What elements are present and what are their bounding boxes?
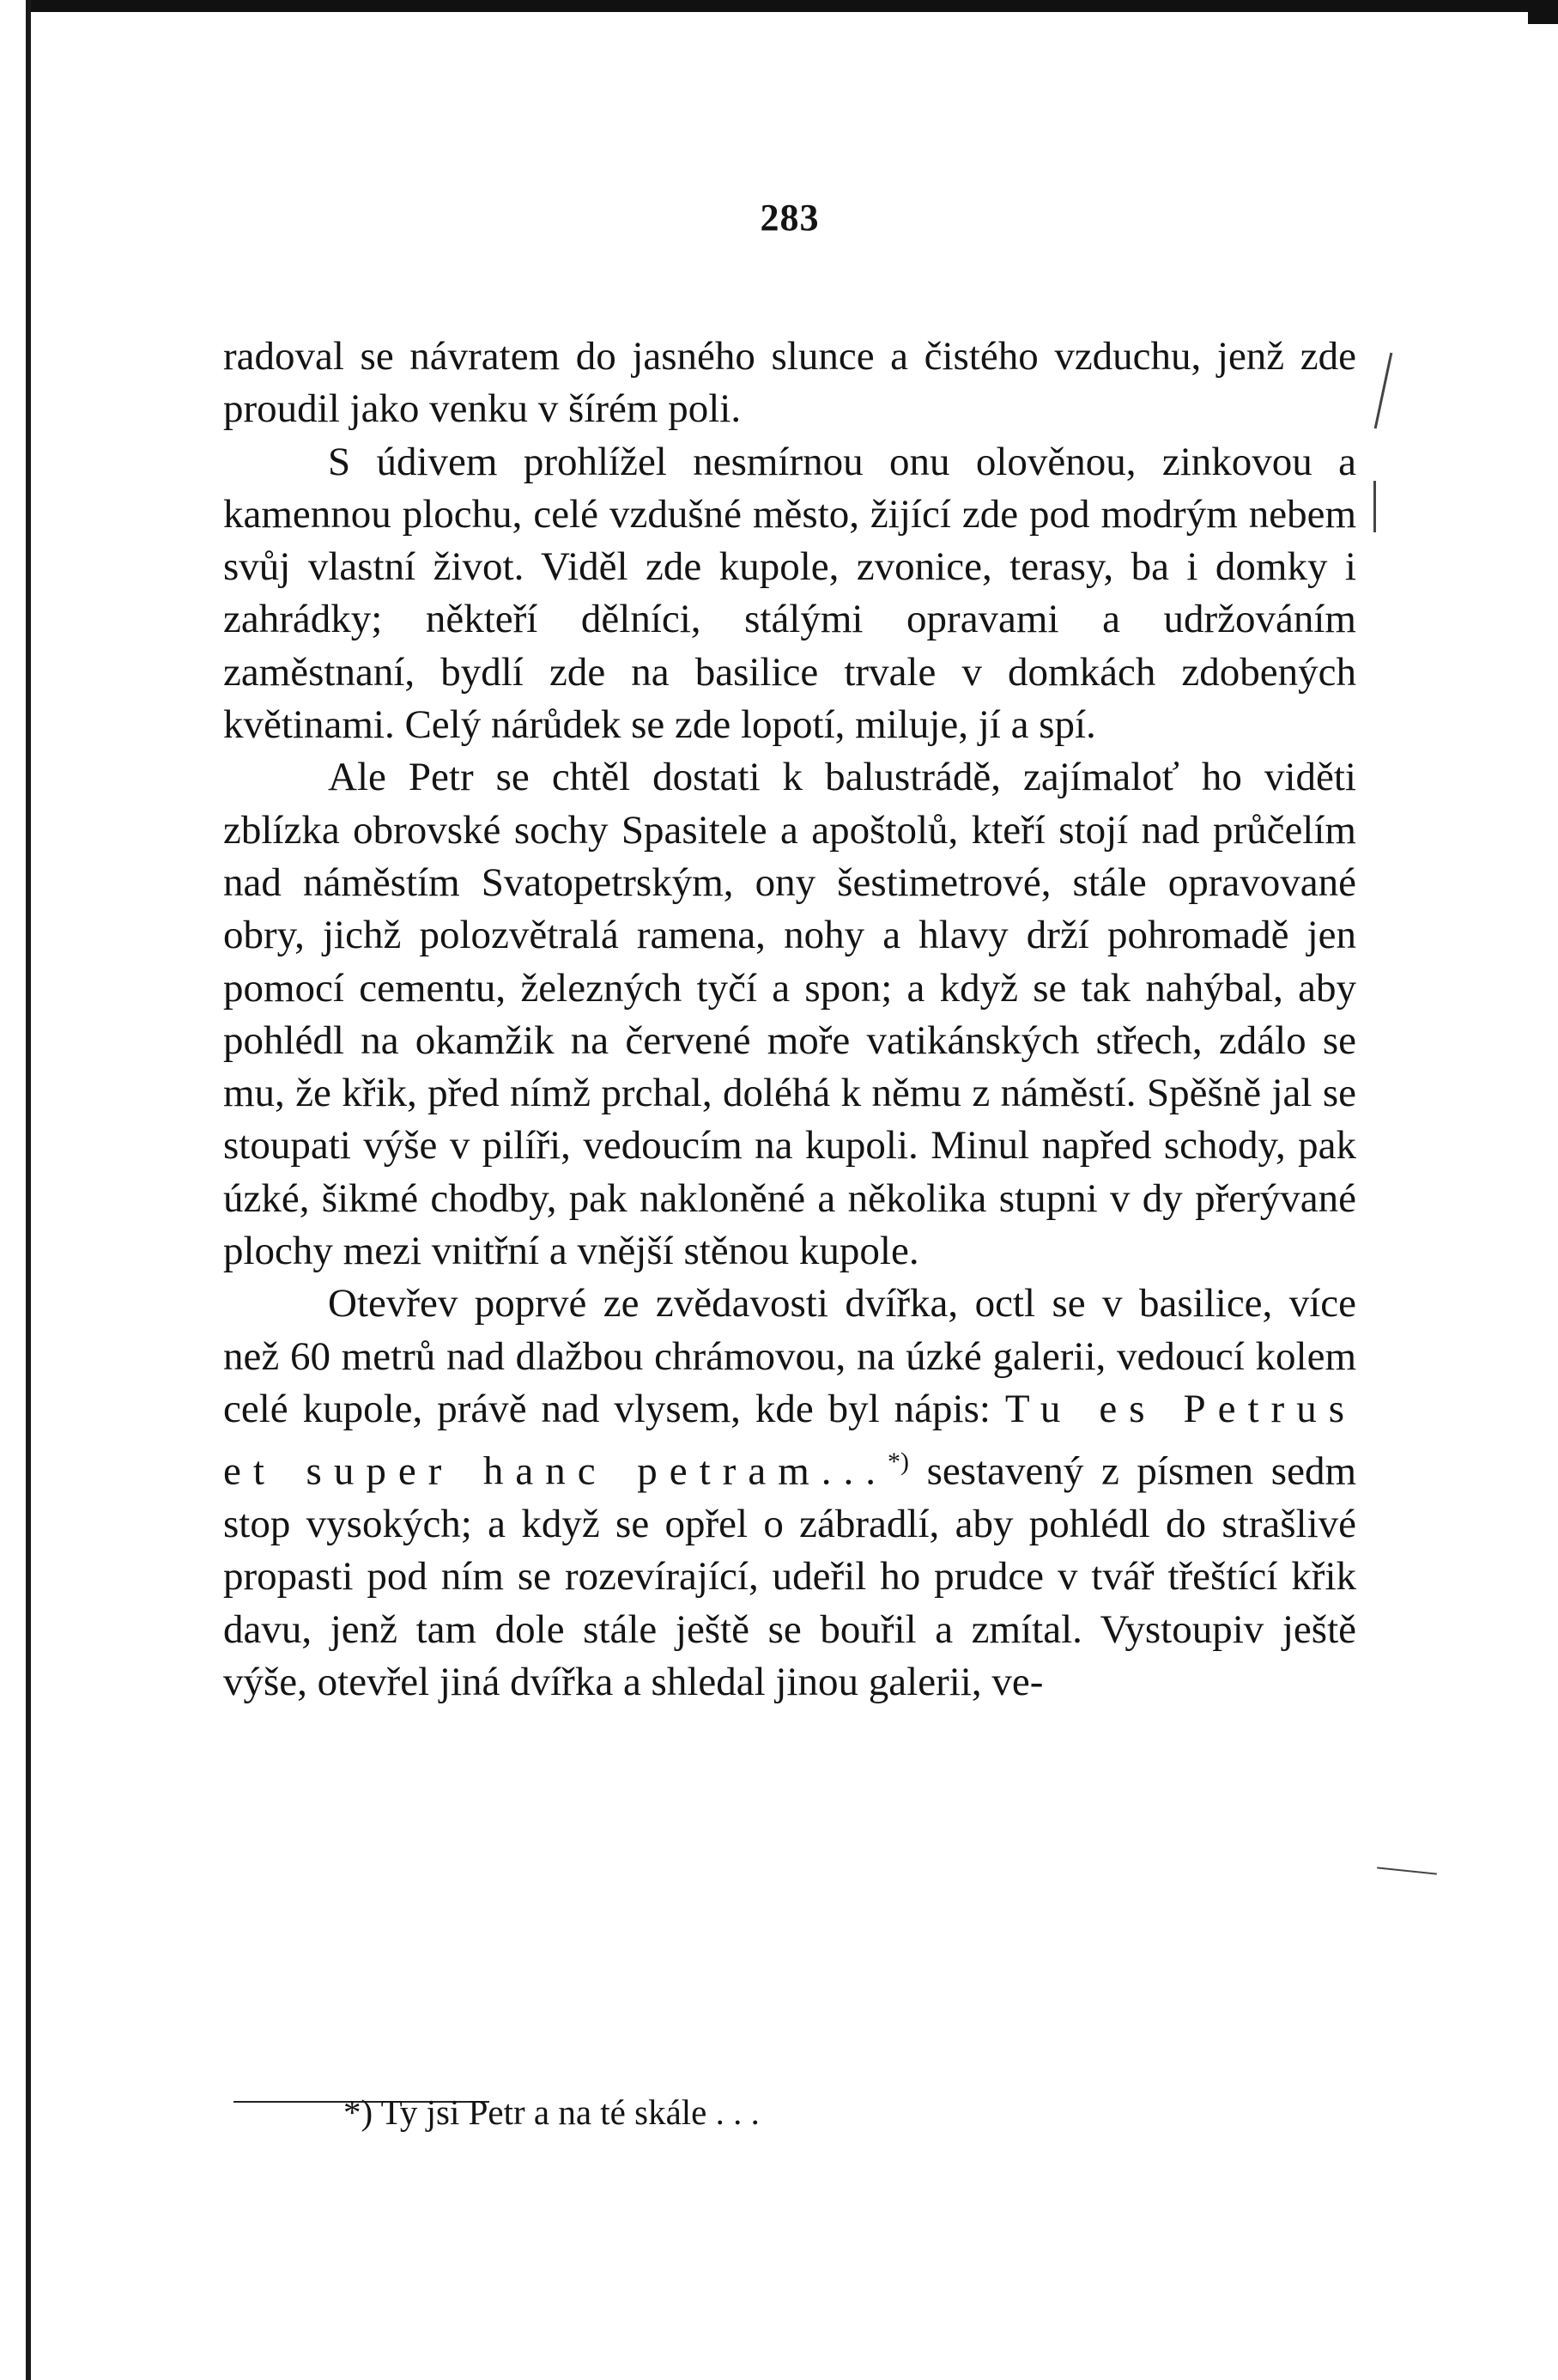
footnote: *) Ty jsi Petr a na té skále . . .	[343, 2092, 760, 2132]
scan-right-corner	[1528, 0, 1558, 24]
paragraph-1: radoval se návratem do jasného slunce a čistého vzduchu, jenž zde proudil jako venku v šírém poli.	[223, 334, 1356, 432]
paragraph-4-text-after: sestavený z písmen sedm stop vysokých; a když se opřel o zábradlí, aby pohlédl do strašlivé propasti pod ním se rozevírající, udeřil ho prudce v tvář třeštící křik davu, jenž tam dole stále ještě se bouřil a zmítal. Vystoupiv ještě výše, otevřel jiná dvířka a shledal jinou galerii, ve-	[223, 1448, 1357, 1705]
paragraph-2: S údivem prohlížel nesmírnou onu olověnou, zinkovou a kamennou plochu, celé vzdušné město, žijící zde pod modrým nebem svůj vlastní život. Viděl zde kupole, zvonice, terasy, ba i domky i zahrádky; někteří dělníci, stálými opravami a udržováním zaměstnaní, bydlí zde na basilice trvale v domkách zdobených květinami. Celý nárůdek se zde lopotí, miluje, jí a spí.	[223, 439, 1356, 748]
margin-pencil-mark	[1373, 481, 1376, 532]
body-text	[223, 331, 1356, 1709]
page-number: 283	[760, 197, 820, 239]
margin-pencil-mark	[1377, 1867, 1437, 1874]
scan-left-edge	[26, 0, 31, 2380]
footnote-marker: *)	[888, 1448, 910, 1477]
book-page	[223, 0, 1356, 2380]
paragraph-4-text-before: Otevřev poprvé ze zvědavosti dvířka, octl se v basilice, více než 60 metrů nad dlažbou chrámovou, na úzké galerii, vedoucí kolem celé kupole, právě nad vlysem, kde byl nápis:	[223, 1281, 1356, 1431]
margin-pencil-mark	[1374, 353, 1393, 429]
paragraph-3: Ale Petr se chtěl dostati k balustrádě, zajímaloť ho viděti zblízka obrovské sochy Spasitele a apoštolů, kteří stojí nad průčelím nad náměstím Svatopetrským, ony šestimetrové, stále opravované obry, jichž polozvětralá ramena, nohy a hlavy drží pohromadě jen pomocí cementu, železných tyčí a spon; a když se tak nahýbal, aby pohlédl na okamžik na červené moře vatikánských střech, zdálo se mu, že křik, před nímž prchal, doléhá k němu z náměstí. Spěšně jal se stoupati výše v pilíři, vedoucím na kupoli. Minul napřed schody, pak úzké, šikmé chodby, pak nakloněné a několika stupni v dy přerývané plochy mezi vnitřní a vnější stěnou kupole.	[223, 755, 1356, 1274]
latin-inscription: Tu es Petrus et super hanc petram...	[223, 1386, 1356, 1494]
paragraph-4	[223, 1278, 1356, 1709]
